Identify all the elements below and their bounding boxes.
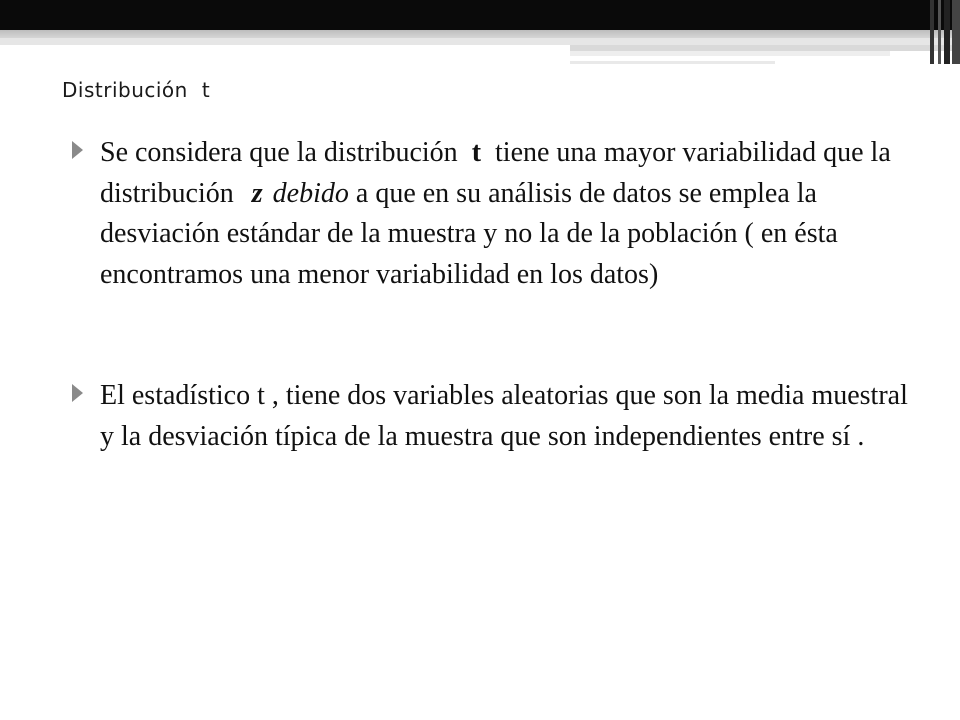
- header-stripe: [570, 51, 890, 56]
- header-stripe: [570, 61, 775, 64]
- bullet-text: a que en su análisis de datos se emplea la desviación estándar de la muestra y no la de la población ( en ésta encontramos una menor variabilidad en los datos): [100, 177, 838, 290]
- bullet-text: Se considera que la distribución: [100, 137, 458, 168]
- header-stripe: [0, 30, 960, 38]
- corner-decoration: [944, 0, 950, 64]
- corner-decoration: [952, 0, 960, 64]
- bullet-text: El estadístico t , tiene dos variables aleatorias que son la media muestral y la desviación típica de la muestra que son independientes entre sí .: [100, 380, 908, 452]
- bullet-list: [70, 133, 910, 457]
- italic-word: debido: [272, 177, 349, 209]
- bullet-item: [70, 376, 910, 457]
- title-variable: t: [201, 78, 211, 102]
- triangle-right-icon: [72, 141, 83, 159]
- title-text: Distribución: [62, 78, 188, 102]
- variable-z: z: [251, 177, 263, 209]
- bullet-item: [70, 133, 910, 295]
- corner-decoration: [930, 0, 934, 64]
- bullet-text: tiene una mayor variabilidad que la distribución: [100, 137, 891, 209]
- variable-t: t: [471, 137, 482, 168]
- header-stripe: [0, 38, 960, 45]
- corner-decoration: [938, 0, 941, 64]
- header-bar: [0, 0, 960, 30]
- triangle-right-icon: [72, 384, 83, 402]
- slide-title: [62, 78, 210, 102]
